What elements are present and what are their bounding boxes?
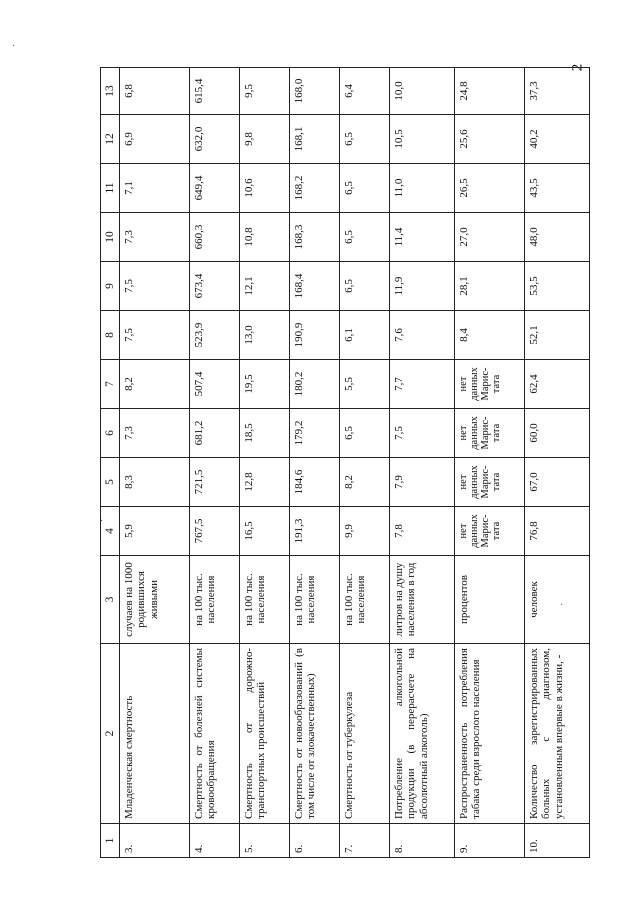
value-cell: 673,4 <box>190 262 240 311</box>
indicator-name: Смертность от болезней системы кровообращения <box>190 644 240 824</box>
value-cell: 7,3 <box>120 213 190 262</box>
value-cell: 10,6 <box>240 164 290 213</box>
value-cell: 190,9 <box>290 311 340 360</box>
value-cell: 681,2 <box>190 409 240 458</box>
row-number: 6. <box>290 824 340 858</box>
value-cell: 615,4 <box>190 68 240 115</box>
value-cell: 168,4 <box>290 262 340 311</box>
value-cell: 10,0 <box>390 68 455 115</box>
table-row <box>525 68 590 858</box>
value-cell: 6,1 <box>340 311 390 360</box>
value-cell: 53,5 <box>525 262 590 311</box>
value-cell: 10,8 <box>240 213 290 262</box>
scan-speck: · <box>560 600 564 611</box>
value-cell: 168,3 <box>290 213 340 262</box>
value-cell: 62,4 <box>525 360 590 409</box>
value-cell: 13,0 <box>240 311 290 360</box>
value-cell: 6,5 <box>340 262 390 311</box>
indicator-name: Младенческая смертность <box>120 644 190 824</box>
unit-of-measure: процентов <box>455 556 525 644</box>
row-number: 7. <box>340 824 390 858</box>
value-cell: 26,5 <box>455 164 525 213</box>
value-cell: 12,1 <box>240 262 290 311</box>
column-number-9: 9 <box>101 262 120 311</box>
column-number-12: 12 <box>101 115 120 164</box>
value-cell: 9,5 <box>240 68 290 115</box>
column-number-11: 11 <box>101 164 120 213</box>
value-cell: 67,0 <box>525 458 590 507</box>
table-row <box>120 68 190 858</box>
column-number-1: 1 <box>101 824 120 858</box>
row-number: 5. <box>240 824 290 858</box>
value-cell: 179,2 <box>290 409 340 458</box>
table-row <box>340 68 390 858</box>
row-number: 4. <box>190 824 240 858</box>
column-number-5: 5 <box>101 458 120 507</box>
value-cell: 7,8 <box>390 507 455 556</box>
value-cell: 8,4 <box>455 311 525 360</box>
value-cell: 12,8 <box>240 458 290 507</box>
value-cell: 6,4 <box>340 68 390 115</box>
value-cell: 48,0 <box>525 213 590 262</box>
indicator-name: Распространенность потребления табака среди взрослого населения <box>455 644 525 824</box>
indicator-name: Количество зарегистрированных больных с диагнозом, установленным впервые в жизни, - <box>525 644 590 824</box>
value-cell: 11,9 <box>390 262 455 311</box>
value-cell: 7,5 <box>120 262 190 311</box>
unit-of-measure: случаев на 1000 родившихся живыми <box>120 556 190 644</box>
value-cell: 18,5 <box>240 409 290 458</box>
column-number-2: 2 <box>101 644 120 824</box>
column-number-13: 13 <box>101 68 120 115</box>
value-cell: 184,6 <box>290 458 340 507</box>
scan-speck: · <box>100 516 104 527</box>
unit-of-measure: на 100 тыс. населения <box>240 556 290 644</box>
row-number: 10. <box>525 824 590 858</box>
value-cell: 6,5 <box>340 409 390 458</box>
value-cell: 767,5 <box>190 507 240 556</box>
statistics-table <box>100 67 590 858</box>
rotated-table-container <box>100 68 565 858</box>
column-number-row <box>101 68 120 858</box>
value-cell: 8,2 <box>120 360 190 409</box>
value-cell: 60,0 <box>525 409 590 458</box>
table-row <box>390 68 455 858</box>
value-cell: 16,5 <box>240 507 290 556</box>
unit-of-measure: человек <box>525 556 590 644</box>
column-number-8: 8 <box>101 311 120 360</box>
value-cell: 37,3 <box>525 68 590 115</box>
value-cell: нет данных Марис- тата <box>455 507 525 556</box>
value-cell: 168,1 <box>290 115 340 164</box>
value-cell: 191,3 <box>290 507 340 556</box>
value-cell: 7,5 <box>120 311 190 360</box>
indicator-name: Смертность от дорожно-транспортных происшествий <box>240 644 290 824</box>
value-cell: 7,7 <box>390 360 455 409</box>
page-number: 2 <box>569 63 586 72</box>
value-cell: 168,0 <box>290 68 340 115</box>
value-cell: 7,3 <box>120 409 190 458</box>
column-number-10: 10 <box>101 213 120 262</box>
value-cell: 25,6 <box>455 115 525 164</box>
column-number-4: 4 <box>101 507 120 556</box>
value-cell: 7,5 <box>390 409 455 458</box>
value-cell: 28,1 <box>455 262 525 311</box>
value-cell: 52,1 <box>525 311 590 360</box>
value-cell: 6,5 <box>340 213 390 262</box>
row-number: 9. <box>455 824 525 858</box>
value-cell: 9,9 <box>340 507 390 556</box>
value-cell: 523,9 <box>190 311 240 360</box>
indicator-name: Смертность от новообразований (в том числе от злокачественных) <box>290 644 340 824</box>
unit-of-measure: литров на душу населения в год <box>390 556 455 644</box>
value-cell: 19,5 <box>240 360 290 409</box>
value-cell: 8,3 <box>120 458 190 507</box>
value-cell: 6,5 <box>340 164 390 213</box>
table-row <box>190 68 240 858</box>
value-cell: 6,8 <box>120 68 190 115</box>
value-cell: нет данных Марис- тата <box>455 458 525 507</box>
unit-of-measure: на 100 тыс. населения <box>340 556 390 644</box>
value-cell: 11,4 <box>390 213 455 262</box>
value-cell: 40,2 <box>525 115 590 164</box>
value-cell: 76,8 <box>525 507 590 556</box>
value-cell: 27,0 <box>455 213 525 262</box>
indicator-name: Смертность от туберкулеза <box>340 644 390 824</box>
table-row <box>290 68 340 858</box>
value-cell: 5,9 <box>120 507 190 556</box>
value-cell: 6,9 <box>120 115 190 164</box>
value-cell: 721,5 <box>190 458 240 507</box>
value-cell: 660,3 <box>190 213 240 262</box>
indicator-name: Потребление алкогольной продукции (в перерасчете на абсолютный алкоголь) <box>390 644 455 824</box>
value-cell: 632,0 <box>190 115 240 164</box>
value-cell: 649,4 <box>190 164 240 213</box>
table-row <box>455 68 525 858</box>
value-cell: нет данных Марис- тата <box>455 409 525 458</box>
column-number-3: 3 <box>101 556 120 644</box>
value-cell: 7,6 <box>390 311 455 360</box>
value-cell: 43,5 <box>525 164 590 213</box>
value-cell: 24,8 <box>455 68 525 115</box>
table-row <box>240 68 290 858</box>
value-cell: 8,2 <box>340 458 390 507</box>
row-number: 3. <box>120 824 190 858</box>
value-cell: 5,5 <box>340 360 390 409</box>
row-number: 8. <box>390 824 455 858</box>
scan-speck: · <box>12 41 16 52</box>
unit-of-measure: на 100 тыс. населения <box>290 556 340 644</box>
value-cell: 507,4 <box>190 360 240 409</box>
value-cell: нет данных Марис- тата <box>455 360 525 409</box>
value-cell: 180,2 <box>290 360 340 409</box>
value-cell: 7,1 <box>120 164 190 213</box>
value-cell: 7,9 <box>390 458 455 507</box>
value-cell: 11,0 <box>390 164 455 213</box>
column-number-6: 6 <box>101 409 120 458</box>
value-cell: 168,2 <box>290 164 340 213</box>
value-cell: 6,5 <box>340 115 390 164</box>
unit-of-measure: на 100 тыс. населения <box>190 556 240 644</box>
value-cell: 9,8 <box>240 115 290 164</box>
value-cell: 10,5 <box>390 115 455 164</box>
column-number-7: 7 <box>101 360 120 409</box>
